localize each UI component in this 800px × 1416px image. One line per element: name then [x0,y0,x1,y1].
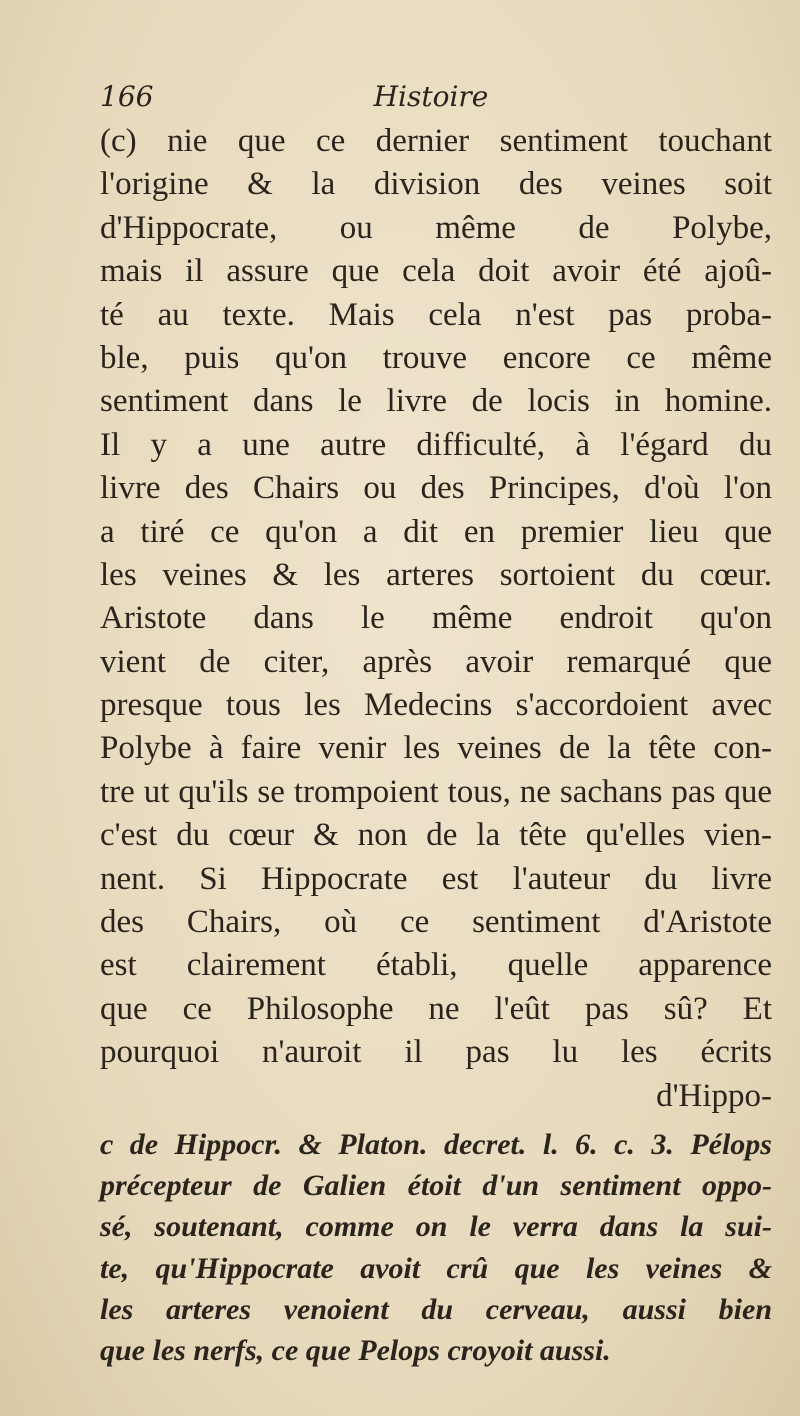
text-line: tre ut qu'ils se trompoient tous, ne sachans pas que [100,773,772,810]
text-line: l'origine & la division des veines soit [100,166,772,203]
text-line: pourquoi n'auroit il pas lu les écrits [100,1034,772,1071]
running-title: Histoire [373,80,489,113]
text-line: c'est du cœur & non de la tête qu'elles vien- [100,817,772,854]
text-line: nent. Si Hippocrate est l'auteur du livre [100,860,772,897]
text-line: ble, puis qu'on trouve encore ce même [100,339,772,376]
footnote-line: sé, soutenant, comme on le verra dans la sui- [100,1210,772,1244]
footnote-line: précepteur de Galien étoit d'un sentiment oppo- [100,1169,772,1203]
footnote-line: te, qu'Hippocrate avoit crû que les veines & [100,1251,772,1285]
text-line: té au texte. Mais cela n'est pas proba- [100,296,772,333]
text-line: livre des Chairs ou des Principes, d'où l'on [100,470,772,507]
text-line: sentiment dans le livre de locis in homine. [100,383,772,420]
text-line: Il y a une autre difficulté, à l'égard du [100,426,772,463]
body-text [100,120,772,1118]
text-line: est clairement établi, quelle apparence [100,947,772,984]
text-line: (c) nie que ce dernier sentiment touchant [100,123,772,159]
footnote-line: que les nerfs, ce que Pelops croyoit aussi. [100,1333,611,1367]
text-line: vient de citer, après avoir remarqué que [100,643,772,680]
footnote-line: c de Hippocr. & Platon. decret. l. 6. c. 3. Pélops [100,1127,772,1161]
book-page [100,80,772,1371]
catchword: d'Hippo- [656,1077,772,1114]
text-line: presque tous les Medecins s'accordoient avec [100,687,772,724]
text-line: Polybe à faire venir les veines de la tête con- [100,730,772,767]
text-line: que ce Philosophe ne l'eût pas sû? Et [100,990,772,1027]
text-line: a tiré ce qu'on a dit en premier lieu que [100,513,772,550]
page-number: 166 [100,80,154,113]
text-line: Aristote dans le même endroit qu'on [100,600,772,637]
footnote-line: les arteres venoient du cerveau, aussi bien [100,1292,772,1326]
text-line: les veines & les arteres sortoient du cœur. [100,556,772,593]
text-line: mais il assure que cela doit avoir été ajoû- [100,253,772,290]
text-line: d'Hippocrate, ou même de Polybe, [100,209,772,246]
text-line: des Chairs, où ce sentiment d'Aristote [100,904,772,941]
footnote [100,1124,772,1371]
page-header [100,80,772,120]
